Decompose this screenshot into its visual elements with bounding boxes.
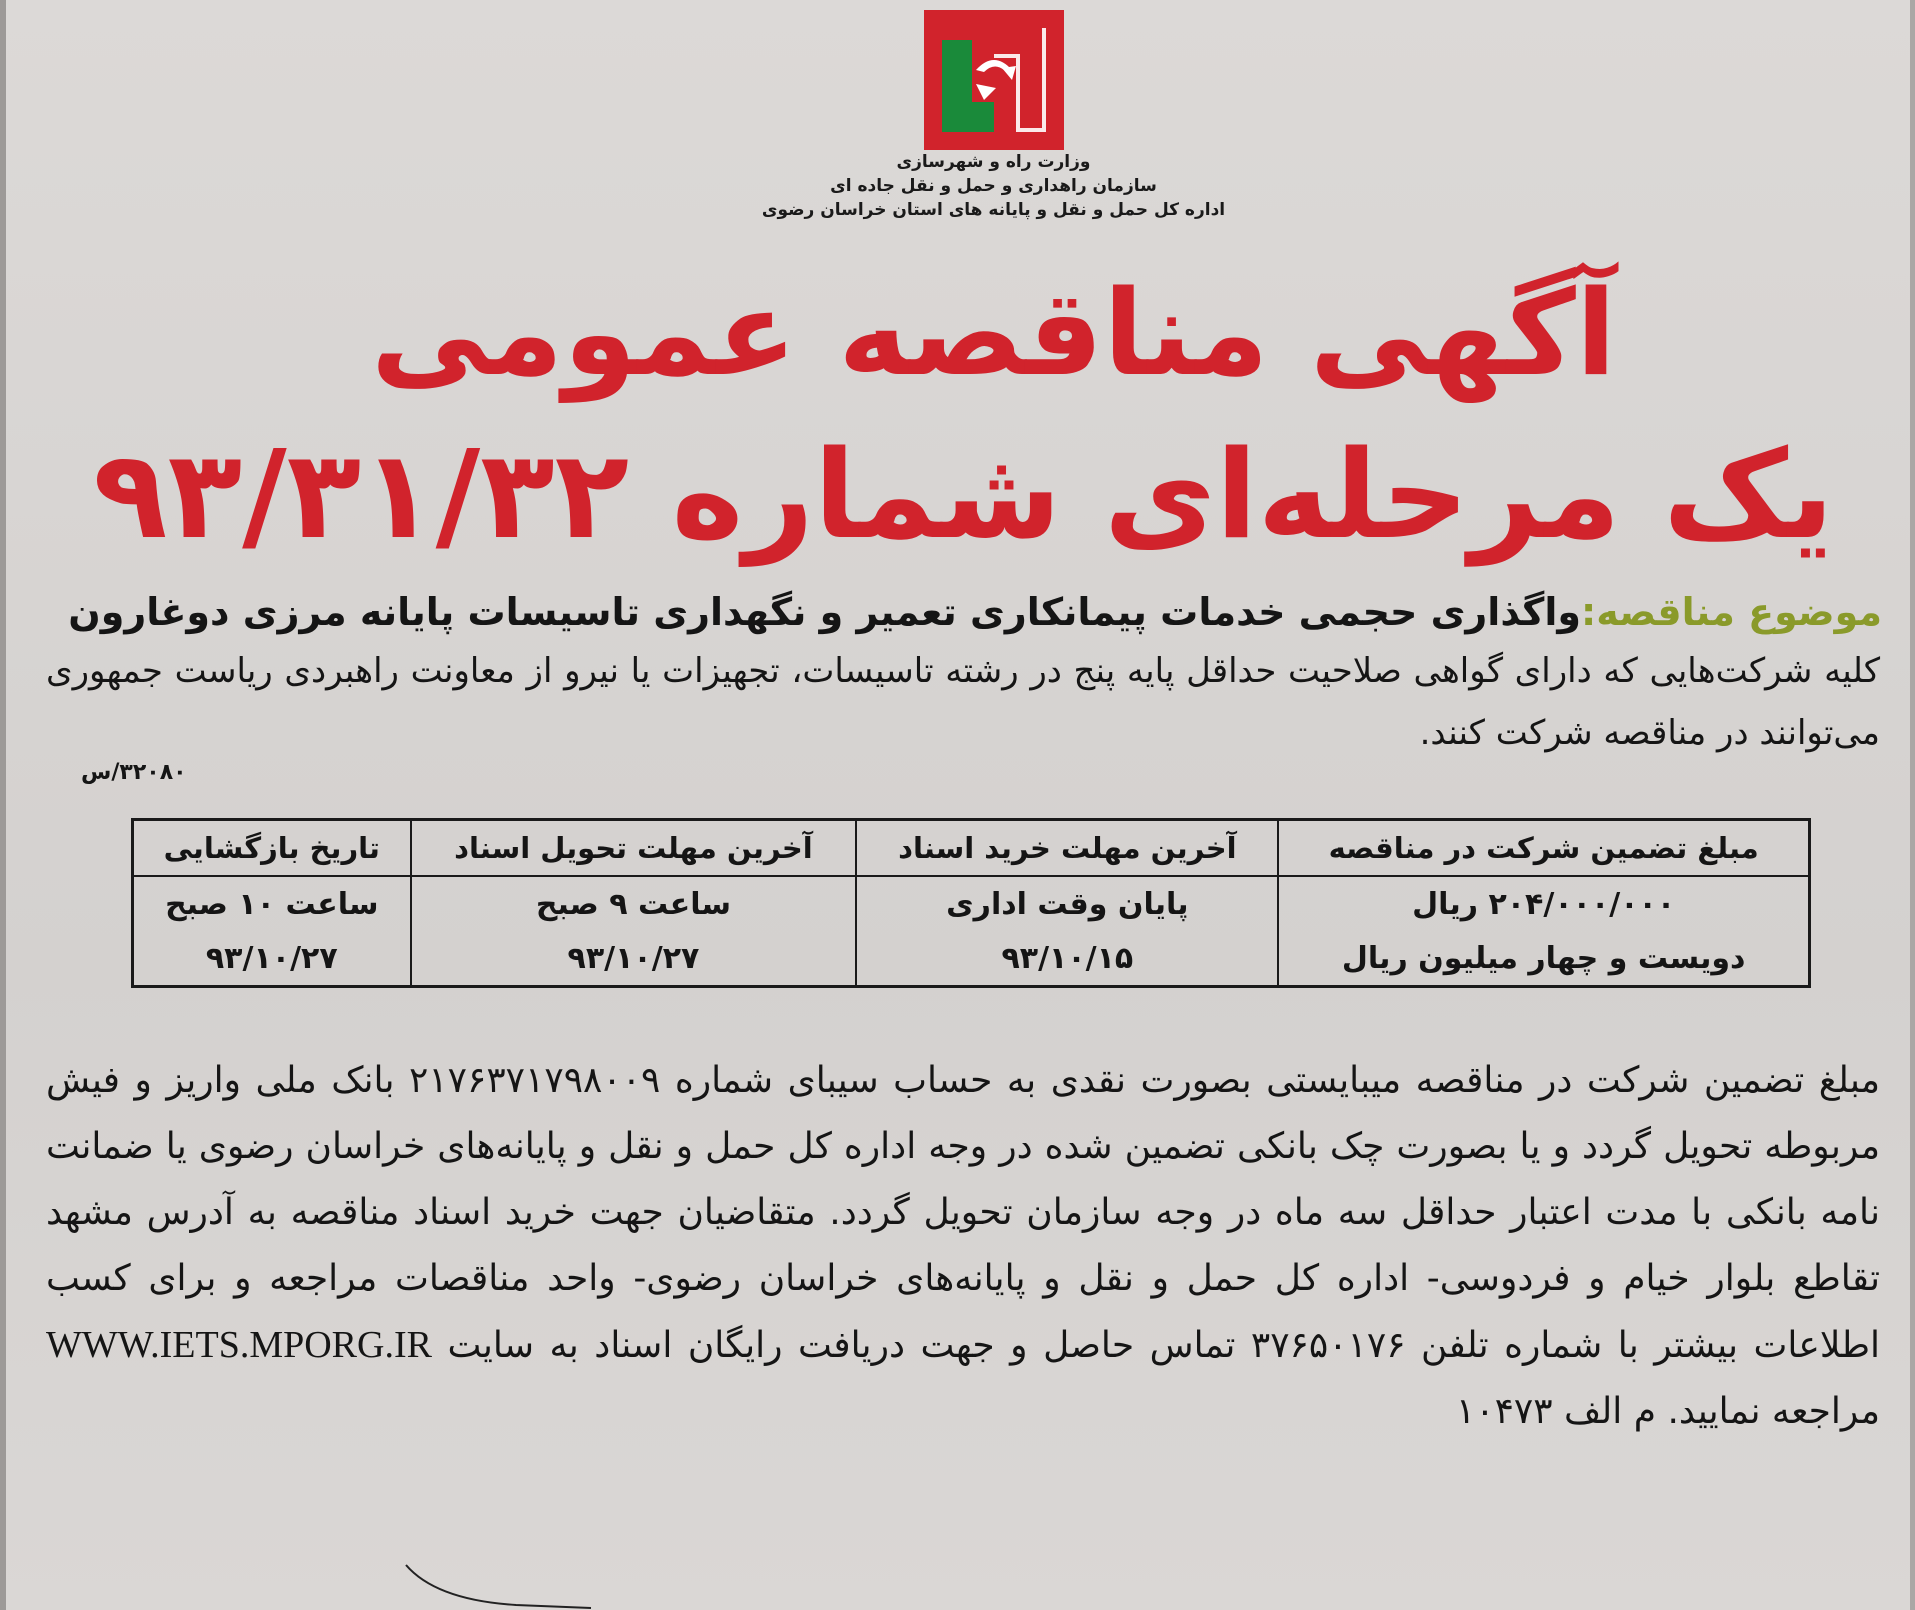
header — [6, 10, 1915, 240]
table-header-row — [133, 820, 1810, 877]
table-header: آخرین مهلت خرید اسناد — [856, 820, 1278, 877]
pen-mark-icon — [396, 1560, 596, 1610]
tender-subtitle — [6, 420, 1915, 570]
intro-paragraph: کلیه شرکت‌هایی که دارای گواهی صلاحیت حداقل پایه پنج در رشته تاسیسات، تجهیزات یا نیرو از معاونت راهبردی ریاست جمهوری می‌توانند در مناقصه شرکت کنند. — [46, 651, 1880, 753]
table-cell: دویست و چهار میلیون ریال — [1278, 931, 1809, 987]
subject-text: واگذاری حجمی خدمات پیمانکاری تعمیر و نگهداری تاسیسات پایانه مرزی دوغارون — [68, 590, 1582, 634]
org-line-organization: سازمان راهداری و حمل و نقل جاده ای — [830, 176, 1157, 196]
tender-title: آگهی مناقصه عمومی — [370, 264, 1617, 402]
table-cell: ۹۳/۱۰/۲۷ — [411, 931, 857, 987]
org-line-department: اداره کل حمل و نقل و پایانه های استان خراسان رضوی — [761, 200, 1226, 220]
table-row — [133, 931, 1810, 987]
table-header: آخرین مهلت تحویل اسناد — [411, 820, 857, 877]
body-text-end: مراجعه نمایید. م الف ۱۰۴۷۳ — [1455, 1391, 1880, 1432]
table-cell: ۹۳/۱۰/۲۷ — [133, 931, 411, 987]
tender-subject — [34, 584, 1882, 640]
tender-subtitle-text: یک مرحله‌ای شماره — [671, 424, 1834, 566]
ad-code: ۳۲۰۸۰/س — [81, 760, 187, 785]
table-header: مبلغ تضمین شرکت در مناقصه — [1278, 820, 1809, 877]
table-cell: ساعت ۹ صبح — [411, 876, 857, 931]
org-line-ministry: وزارت راه و شهرسازی — [896, 152, 1091, 172]
tender-info-table — [131, 818, 1811, 988]
table-cell: ۹۳/۱۰/۱۵ — [856, 931, 1278, 987]
table-cell: پایان وقت اداری — [856, 876, 1278, 931]
body-text: مبلغ تضمین شرکت در مناقصه میبایستی بصورت نقدی به حساب سیبای شماره ۲۱۷۶۳۷۱۷۹۸۰۰۹ بانک ملی واریز و فیش مربوطه تحویل گردد و یا بصورت چک بانکی تضمین شده در وجه اداره کل حمل و نقل و پایانه‌های خراسان رضوی یا ضمانت نامه بانکی با مدت اعتبار حداقل سه ماه در وجه سازمان تحویل گردد. متقاضیان جهت خرید اسناد مناقصه به آدرس مشهد تقاطع بلوار خیام و فردوسی- اداره کل حمل و نقل و پایانه‌های خراسان رضوی- واحد مناقصات مراجعه و برای کسب اطلاعات بیشتر با شماره تلفن ۳۷۶۵۰۱۷۶ تماس حاصل و جهت دریافت رایگان اسناد به سایت — [46, 1060, 1880, 1366]
body-paragraph — [46, 1048, 1880, 1445]
table-cell: ساعت ۱۰ صبح — [133, 876, 411, 931]
tender-number: ۹۳/۳۱/۳۲ — [93, 424, 630, 566]
table-header: تاریخ بازگشایی — [133, 820, 411, 877]
website-link[interactable]: WWW.IETS.MPORG.IR — [46, 1324, 432, 1366]
table-row — [133, 876, 1810, 931]
subject-label: موضوع مناقصه: — [1581, 590, 1882, 634]
ministry-logo-icon — [924, 10, 1064, 150]
table-cell: ۲۰۴/۰۰۰/۰۰۰ ریال — [1278, 876, 1809, 931]
